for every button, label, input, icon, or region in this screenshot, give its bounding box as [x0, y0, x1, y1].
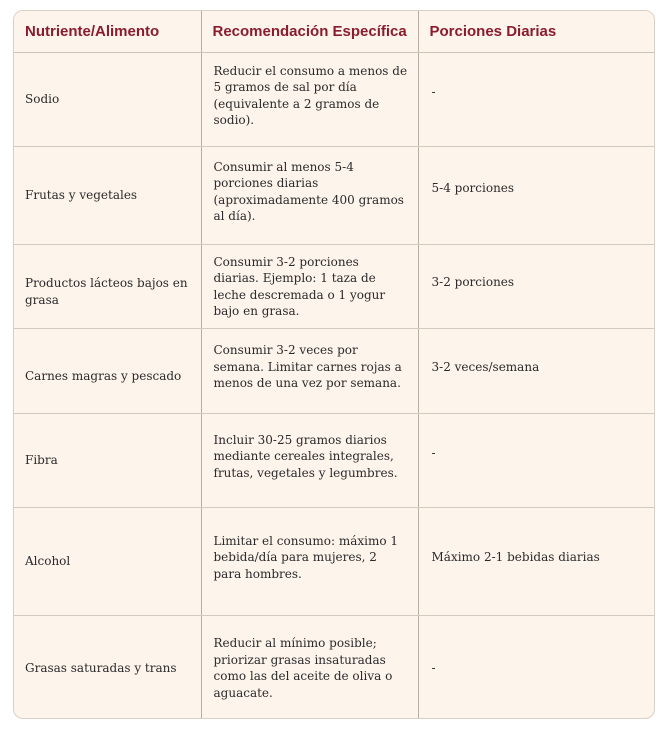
portions-cell: 3-2 veces/semana — [418, 329, 655, 414]
portions-cell: - — [418, 414, 655, 508]
nutrition-table-card — [13, 10, 655, 719]
recommendation-cell: Consumir 3-2 veces por semana. Limitar carnes rojas a menos de una vez por semana. — [201, 329, 418, 414]
portions-cell: 5-4 porciones — [418, 147, 655, 245]
recommendation-cell: Reducir el consumo a menos de 5 gramos de sal por día (equivalente a 2 gramos de sodio). — [201, 53, 418, 147]
portions-cell: Máximo 2-1 bebidas diarias — [418, 508, 655, 616]
recommendation-cell: Incluir 30-25 gramos diarios mediante cereales integrales, frutas, vegetales y legumbres. — [201, 414, 418, 508]
table-row — [14, 616, 655, 720]
header-nutrient: Nutriente/Alimento — [14, 11, 201, 53]
portions-cell: 3-2 porciones — [418, 245, 655, 329]
table-row — [14, 245, 655, 329]
table-row — [14, 508, 655, 616]
nutrient-cell: Sodio — [14, 53, 201, 147]
table-row — [14, 53, 655, 147]
recommendation-cell: Limitar el consumo: máximo 1 bebida/día para mujeres, 2 para hombres. — [201, 508, 418, 616]
table-row — [14, 329, 655, 414]
recommendation-cell: Consumir al menos 5-4 porciones diarias (aproximadamente 400 gramos al día). — [201, 147, 418, 245]
nutrient-cell: Alcohol — [14, 508, 201, 616]
nutrient-cell: Grasas saturadas y trans — [14, 616, 201, 720]
nutrient-cell: Fibra — [14, 414, 201, 508]
portions-cell: - — [418, 53, 655, 147]
table-row — [14, 147, 655, 245]
header-recommendation: Recomendación Específica — [201, 11, 418, 53]
nutrition-table — [14, 11, 655, 719]
portions-cell: - — [431, 661, 436, 675]
nutrient-cell: Frutas y vegetales — [14, 147, 201, 245]
nutrient-cell: Productos lácteos bajos en grasa — [14, 245, 201, 329]
table-row — [14, 414, 655, 508]
recommendation-cell: Reducir al mínimo posible; priorizar grasas insaturadas como las del aceite de oliva o aguacate. — [201, 616, 418, 720]
header-portions: Porciones Diarias — [418, 11, 655, 53]
nutrient-cell: Carnes magras y pescado — [14, 329, 201, 414]
recommendation-cell: Consumir 3-2 porciones diarias. Ejemplo: 1 taza de leche descremada o 1 yogur bajo en grasa. — [201, 245, 418, 329]
table-header-row — [14, 11, 655, 53]
